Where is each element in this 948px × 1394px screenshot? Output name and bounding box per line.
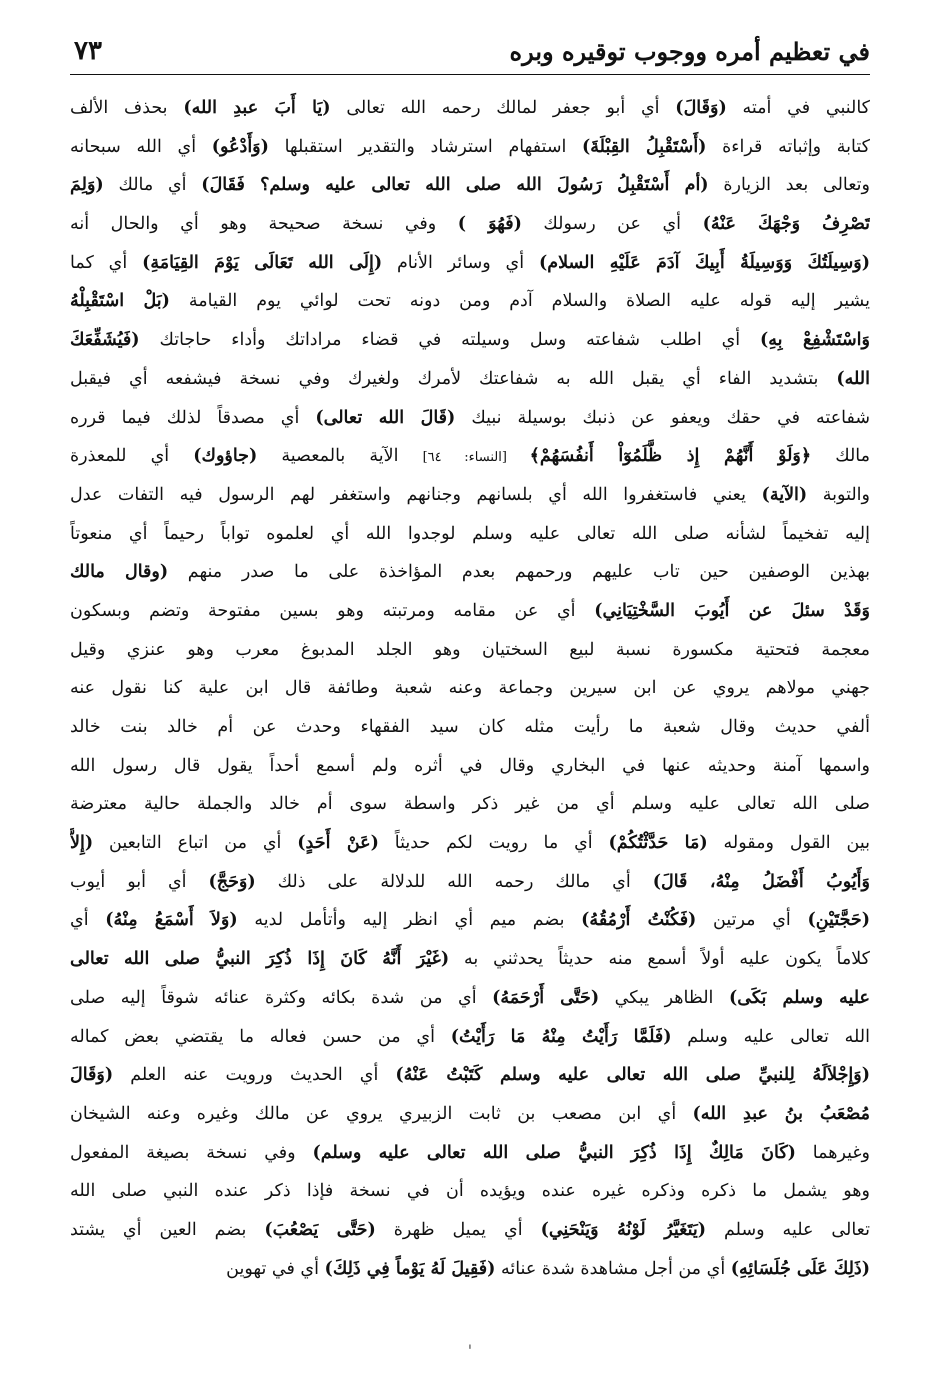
bold-quote: (وَلاَ أَسْمَعُ مِنْهُ): [105, 910, 238, 931]
text-segment: أي من شدة بكائه وكثرة عنائه شوقاً إليه صلى: [70, 987, 493, 1008]
bold-quote: (وَإِجْلاَلَهُ لِلنبيِّ صلى الله تعالى عليه وسلم كَتَبْتُ عَنْهُ): [395, 1065, 870, 1086]
text-segment: الظاهر يبكي: [599, 987, 729, 1008]
bold-quote: وَاسْتَشْفِعْ بِهِ): [760, 330, 870, 351]
text-segment: معجمة فتحتية مكسورة نسبة لبيع السختيان وهو الجلد المدبوغ معرب وهو عنزي وقيل: [70, 639, 870, 660]
text-segment: وهو يشمل ما ذكره وذكره غيره عنده ويؤيده أن في نسخة فإذا ذكر عنده النبي صلى الله: [70, 1181, 870, 1202]
bold-quote: (وَحَجَّ): [208, 871, 256, 892]
text-segment: وفي نسخة صحيحة وهو أي والحال أنه: [70, 214, 458, 235]
text-line: [70, 476, 870, 515]
text-segment: أي: [70, 910, 106, 931]
bold-quote: (حَتَّى أَرْحَمَهُ): [492, 987, 600, 1008]
page-number: ٧٣: [74, 36, 102, 66]
text-segment: بهذين الوصفين حين تاب عليهم ورحمهم بعدم المؤاخذة على ما صدر منهم: [168, 562, 870, 583]
text-segment: ألفي حديث وقال شعبة ما رأيت مثله كان سيد الفقهاء وحدث عن أم خالد بنت خالد: [70, 717, 870, 737]
bold-quote: (فَقِيلَ لَهُ يَوْماً فِي ذَلِكَ): [324, 1258, 496, 1279]
text-segment: أي عن رسولك: [521, 214, 703, 235]
bold-quote: (كَانَ مَالِكٌ إِذَا ذُكِرَ النبيُّ صلى الله تعالى عليه وسلم): [312, 1142, 796, 1163]
text-line: [70, 708, 870, 747]
text-line: [70, 940, 870, 979]
bold-quote: (عَنْ أَحَدٍ): [297, 833, 379, 854]
text-segment: بحذف الألف: [70, 98, 184, 118]
text-segment: بضم ميم أي انظر إليه وأتأمل لديه: [237, 910, 582, 931]
bold-quote: (قَالَ الله تعالى): [315, 407, 456, 428]
text-segment: أي أبو أيوب: [70, 871, 209, 892]
text-segment: أي من أجل مشاهدة شدة عنائه: [495, 1258, 731, 1279]
bold-quote: عليه وسلم بَكَى): [728, 987, 870, 1008]
text-segment: أي في تهوين: [226, 1258, 325, 1279]
text-segment: أي كما: [70, 252, 143, 273]
bold-quote: (وَأَدْعُو): [211, 136, 269, 157]
text-line: [70, 399, 870, 438]
book-page: [70, 30, 870, 1360]
bold-quote: (وَسِيلَتُكَ وَوَسِيلَةُ أَبِيكَ آدَمَ عَلَيْهِ السلام): [539, 252, 870, 273]
text-line: [70, 1018, 870, 1057]
text-line: [70, 1211, 870, 1250]
text-segment: الآية بالمعصية: [257, 446, 423, 467]
text-segment: أي الحديث ورويت عنه العلم: [113, 1065, 396, 1086]
text-segment: أي من حسن فعاله ما يقتضي بعض كماله: [70, 1026, 451, 1047]
bold-quote: (إِلَى الله تَعَالَى يَوْمَ القِيَامَةِ): [142, 252, 383, 273]
text-segment: أي مالك: [103, 175, 202, 196]
text-segment: الله تعالى عليه وسلم: [671, 1026, 870, 1047]
bold-quote: (أَسْتَقْبِلُ القِبْلَةَ): [582, 136, 707, 157]
text-line: [70, 1056, 870, 1095]
bold-quote: (فَلَمَّا رَأَيْتُ مِنْهُ مَا رَأَيْتُ): [450, 1026, 672, 1047]
text-line: [70, 1250, 870, 1289]
bold-quote: (فَيُشَفِّعَكَ: [70, 330, 140, 351]
bold-quote: (حَتَّى يَصْعُبَ): [264, 1219, 376, 1240]
text-line: [70, 901, 870, 940]
text-segment: أي الله سبحانه: [70, 136, 212, 157]
text-segment: صلى الله تعالى عليه وسلم أي من غير ذكر واسطة سوى أم خالد والجملة حالية معترضة: [70, 794, 870, 815]
text-line: [70, 669, 870, 708]
text-segment: بتشديد الفاء أي يقبل الله به شفاعتك لأمرك ولغيرك وفي نسخة فيشفعه أي فيقبل: [70, 368, 837, 389]
bold-quote: مُصْعَبُ بنُ عبدِ الله): [692, 1103, 870, 1124]
text-segment: أي ابن مصعب بن ثابت الزبيري يروي عن مالك وغيره وعنه الشيخان: [70, 1103, 693, 1124]
text-segment: أي عن مقامه ومرتبته وهو بسين مفتوحة وتضم وبسكون: [70, 600, 595, 621]
text-line: [70, 166, 870, 205]
bold-quote: (فَكُنْتُ أَرْمُقُهُ): [581, 910, 697, 931]
text-segment: واسمها آمنة وحديثه عنها في البخاري وقال في أثره ولم أسمع أحداً يقول قال رسول الله: [70, 755, 870, 776]
running-header: [70, 30, 870, 75]
text-segment: أي يميل ظهرة: [375, 1219, 541, 1240]
bold-quote: الله): [836, 368, 870, 389]
bold-quote: (مَا حَدَّثْتُكُمْ): [608, 833, 708, 854]
text-line: [70, 321, 870, 360]
text-line: [70, 785, 870, 824]
text-segment: استفهام استرشاد والتقدير استقبلها: [268, 136, 583, 157]
text-segment: إليه تفخيماً لشأنه صلى الله تعالى عليه وسلم لوجدوا الله أي لعلموه تواباً رحيماً أي منعوتاً: [70, 523, 870, 544]
text-line: [70, 553, 870, 592]
text-line: [70, 360, 870, 399]
text-line: [70, 863, 870, 902]
text-segment: جهني مولاهم يروي عن ابن سيرين وجماعة وعنه شعبة وطائفة قال ابن علية كنا نقول عنه: [70, 678, 870, 699]
bold-quote: (يَا أَبَ عبدِ الله): [183, 98, 331, 118]
text-line: [70, 824, 870, 863]
running-title: في تعظيم أمره ووجوب توقيره وبره: [509, 37, 870, 66]
text-line: [70, 592, 870, 631]
text-segment: والتوبة: [807, 484, 870, 505]
bold-quote: وَقَدْ سئلَ عن أَيُوبَ السَّخْتِيَانِي): [594, 600, 870, 621]
text-segment: أي للمعذرة: [70, 446, 194, 467]
bold-quote: (وَلِمَ: [70, 175, 104, 196]
bold-quote: (يَتَغَيَّرُ لَوْنُهُ وَيَنْحَنِي): [540, 1219, 707, 1240]
bold-quote: (أم أَسْتَقْبِلُ رَسُولَ الله صلى الله تعالى عليه وسلم؟ فَقَالَ): [201, 175, 709, 196]
bold-quote: (غَيْرَ أَنَّهُ كَانَ إِذَا ذُكِرَ النبيُّ صلى الله تعالى: [70, 949, 450, 970]
text-segment: وغيرهما: [795, 1142, 870, 1163]
text-segment: وتعالى بعد الزيارة: [708, 175, 870, 196]
text-line: [70, 1172, 870, 1211]
text-line: [70, 244, 870, 283]
text-segment: يشير إليه قوله عليه الصلاة والسلام آدم ومن دونه تحت لوائي يوم القيامة: [169, 291, 870, 312]
text-segment: تعالى عليه وسلم: [706, 1219, 870, 1240]
text-line: [70, 437, 870, 476]
bold-quote: (وقال مالك: [70, 562, 169, 583]
bold-quote: ﴿وَلَوْ أَنَّهُمْ إِذ ظَّلَمُوٓاْ أَنفُسَهُمْ﴾: [529, 446, 812, 467]
text-segment: يعني فاستغفروا الله أي بلسانهم وجنانهم واستغفر لهم الرسول فيه التفات عدل: [70, 484, 762, 505]
text-line: [70, 747, 870, 786]
text-segment: شفاعته في حقك ويعفو عن ذنبك بوسيلة نبيك: [455, 407, 870, 428]
text-segment: كالنبي في أمته: [726, 98, 870, 118]
text-segment: أي مالك رحمه الله للدلالة على ذلك: [255, 871, 653, 892]
text-segment: أي ما رويت لكم حديثاً: [378, 833, 609, 854]
text-line: [70, 1134, 870, 1173]
bold-quote: (بَلْ اسْتَقْبِلْهُ: [70, 291, 170, 312]
body-text: [70, 89, 870, 1288]
text-line: [70, 128, 870, 167]
text-segment: أي اطلب شفاعته وسل وسيلته في قضاء مراداتك وأداء حاجاتك: [139, 330, 761, 351]
text-segment: بين القول ومقوله: [707, 833, 870, 854]
text-segment: كتابة وإثباته قراءة: [706, 136, 870, 157]
bold-quote: (فَهُوَ ): [457, 214, 522, 235]
text-line: [70, 205, 870, 244]
text-segment: بضم العين أي يشتد: [70, 1219, 265, 1240]
bold-quote: (الآية): [761, 484, 808, 505]
text-line: [70, 282, 870, 321]
footer-mark: ': [467, 1341, 473, 1360]
bold-quote: (إِلاَّ: [70, 833, 94, 854]
text-segment: وفي نسخة بصيغة المفعول: [70, 1142, 313, 1163]
text-line: [70, 979, 870, 1018]
text-segment: أي مرتين: [696, 910, 808, 931]
text-line: [70, 631, 870, 670]
text-segment: أي مصدقاً لذلك فيما قرره: [70, 407, 316, 428]
bold-quote: (حَجَّتَيْنِ): [807, 910, 870, 931]
text-line: [70, 1095, 870, 1134]
text-segment: أي من اتباع التابعين: [93, 833, 298, 854]
bold-quote: (ذَلِكَ عَلَى جُلَسَائِهِ): [730, 1258, 870, 1279]
text-line: [70, 89, 870, 128]
bold-quote: (جاؤوك): [193, 446, 258, 467]
text-segment: أي وسائر الأنام: [382, 252, 539, 273]
text-segment: أي أبو جعفر لمالك رحمه الله تعالى: [330, 98, 676, 118]
text-line: [70, 515, 870, 554]
bold-quote: (وَقَالَ): [675, 98, 727, 118]
quran-reference: [النساء: ٦٤]: [422, 450, 530, 466]
text-segment: مالك: [811, 446, 870, 467]
text-segment: كلاماً يكون عليه أولاً أسمع منه حديثاً يحدثني به: [449, 949, 870, 970]
bold-quote: تَصْرِفُ وَجْهَكَ عَنْهُ): [702, 214, 870, 235]
bold-quote: (وَقَالَ: [70, 1065, 114, 1086]
bold-quote: وَأَيُوبُ أَفْضَلُ مِنْهُ، قَالَ): [652, 871, 870, 892]
